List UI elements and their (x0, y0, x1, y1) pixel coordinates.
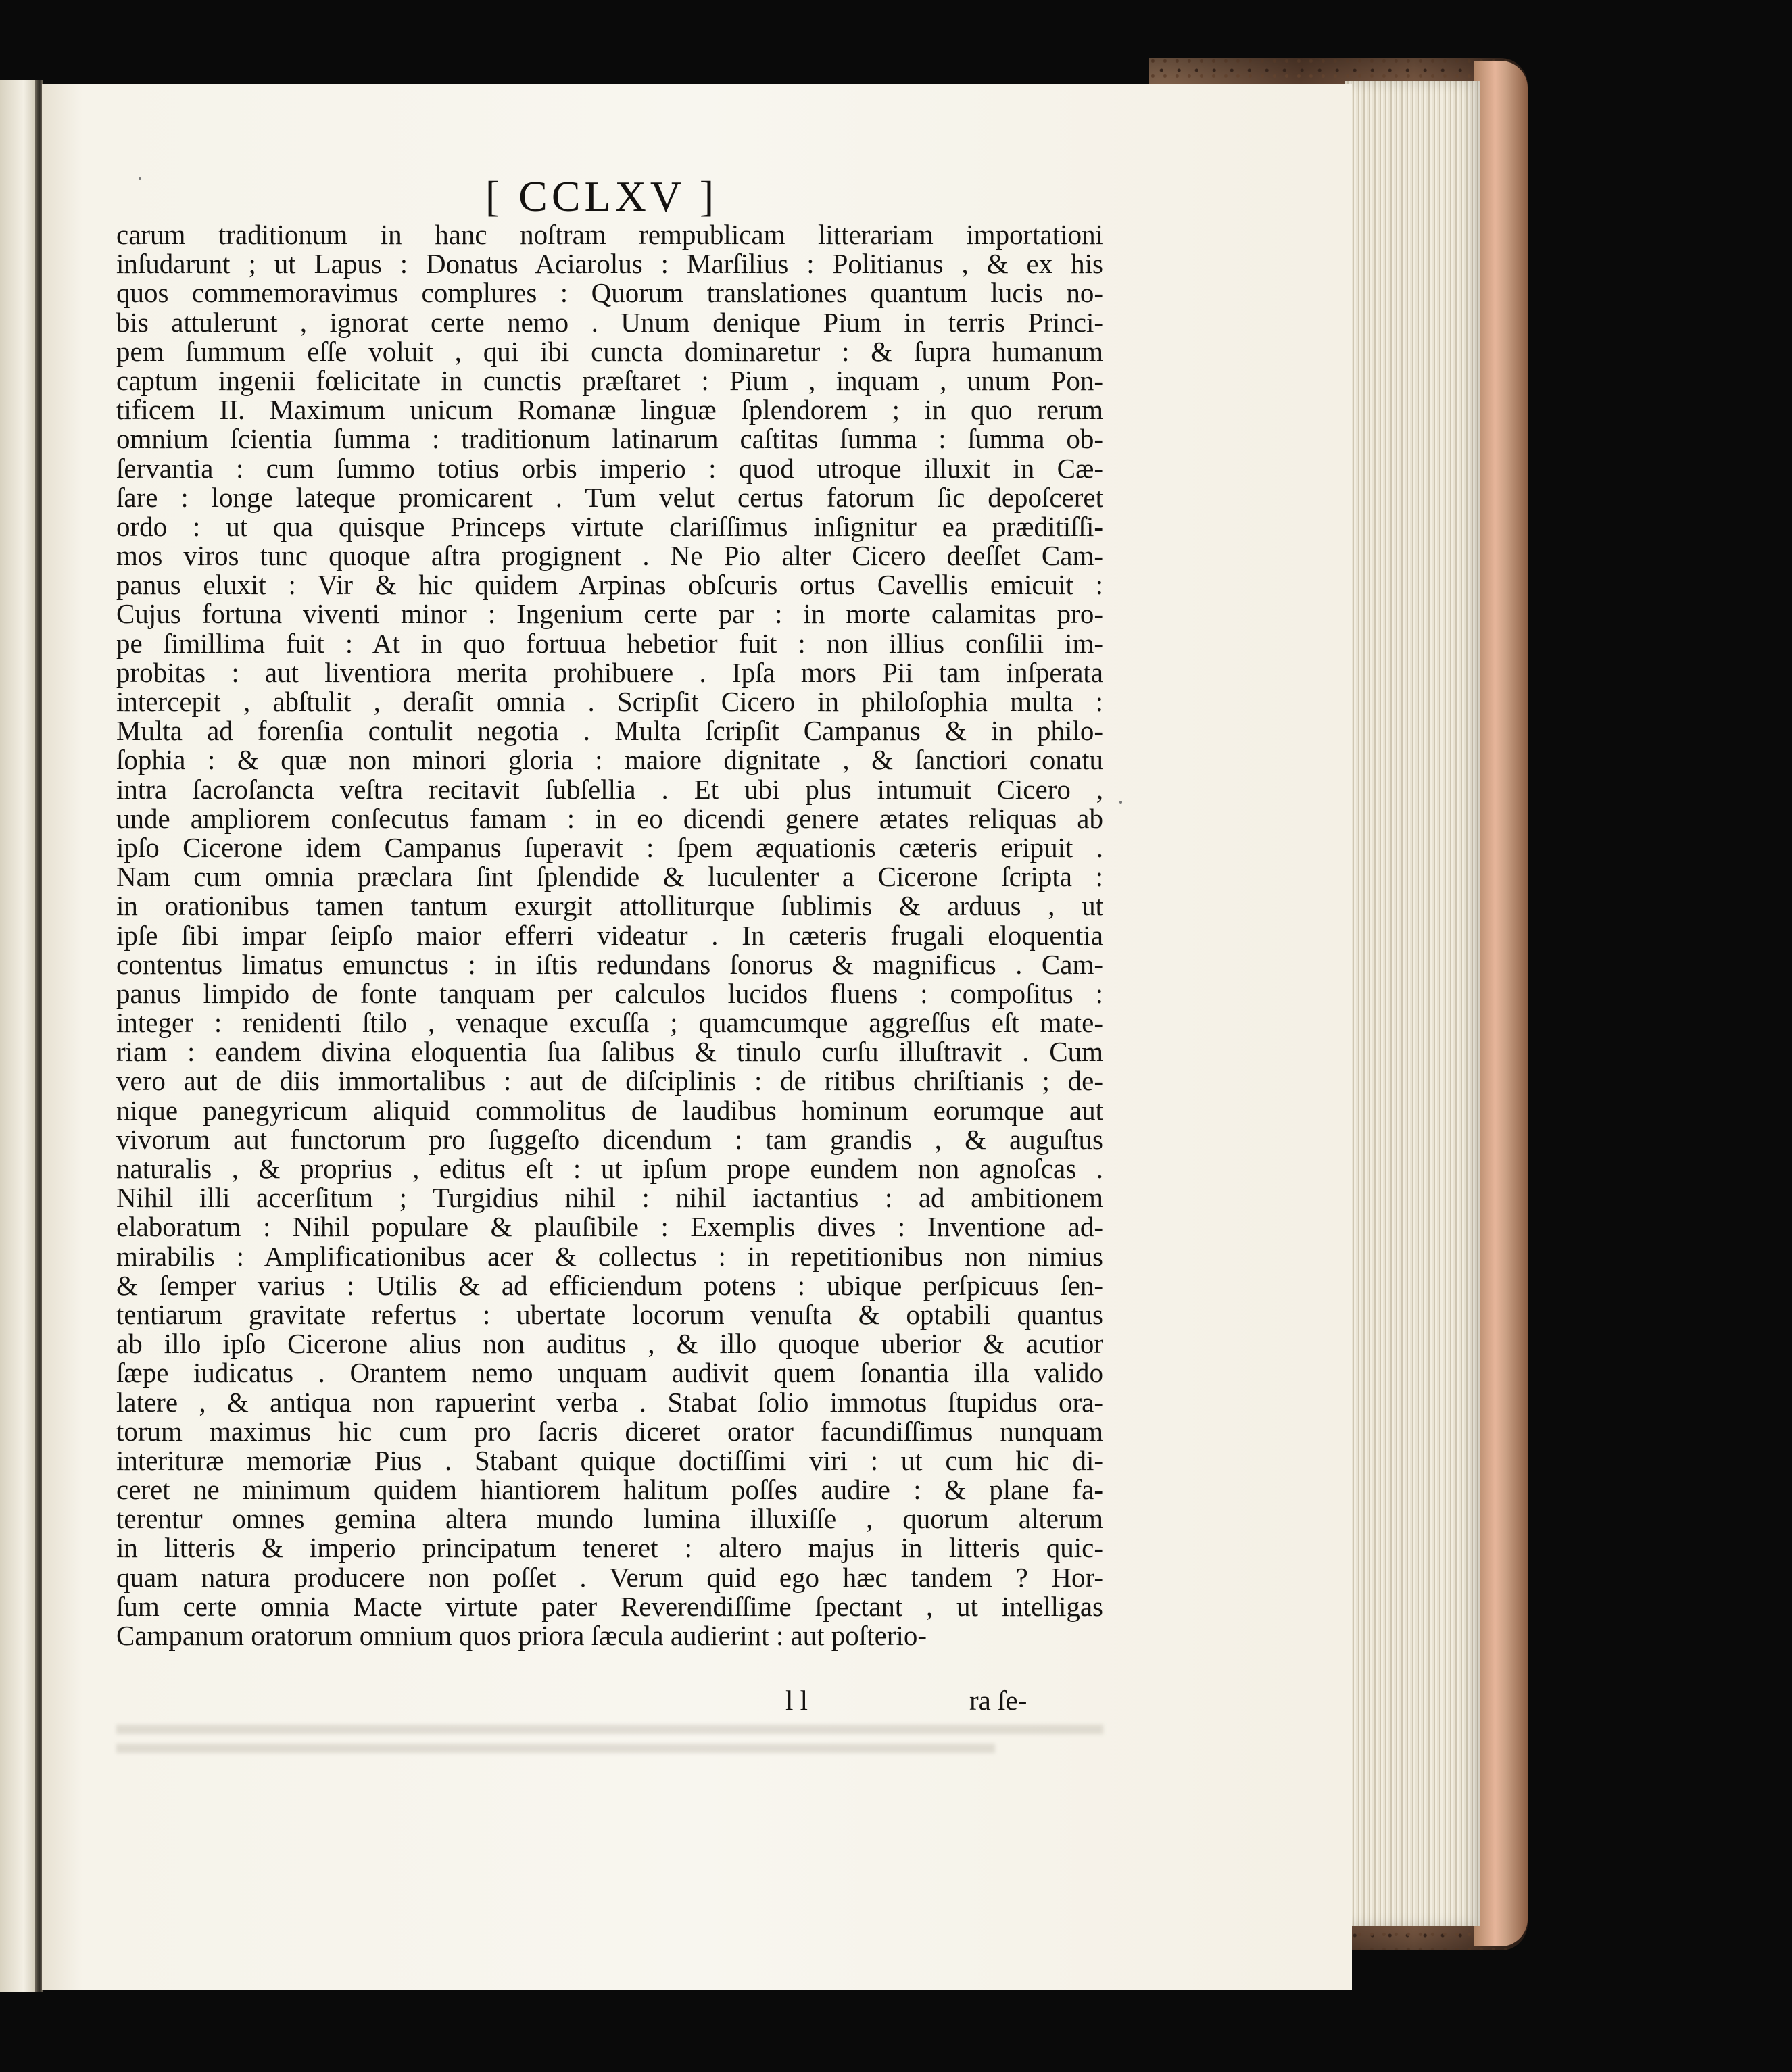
text-line: vivorum aut functorum pro ſuggeſto dicendum : tam grandis , & auguſtus (116, 1123, 1103, 1155)
text-line: interituræ memoriæ Pius . Stabant quique doctiſſimi viri : ut cum hic di- (116, 1444, 1103, 1476)
text-line: in orationibus tamen tantum exurgit attolliturque ſublimis & arduus , ut (116, 890, 1103, 922)
text-line: terentur omnes gemina altera mundo lumina illuxiſſe , quorum alterum (116, 1503, 1103, 1535)
text-line: in litteris & imperio principatum teneret : altero majus in litteris quic- (116, 1532, 1103, 1564)
text-line: mos viros tunc quoque aſtra progignent . Ne Pio alter Cicero deeſſet Cam- (116, 540, 1103, 572)
show-through-line (116, 1744, 995, 1753)
text-line: naturalis , & proprius , editus eſt : ut ipſum prope eundem non agnoſcas . (116, 1153, 1103, 1184)
text-line: carum traditionum in hanc noſtram rempublicam litterariam importationi (116, 219, 1103, 250)
text-line: ſophia : & quæ non minori gloria : maiore dignitate , & ſanctiori conatu (116, 744, 1103, 776)
text-line: nique panegyricum aliquid commolitus de laudibus hominum eorumque aut (116, 1094, 1103, 1126)
text-line: inſudarunt ; ut Lapus : Donatus Aciarolus : Marſilius : Politianus , & ex his (116, 248, 1103, 280)
text-line: pem ſummum eſſe voluit , qui ibi cuncta dominaretur : & ſupra humanum (116, 335, 1103, 367)
text-line: unde ampliorem conſecutus famam : in eo dicendi genere ætates reliquas ab (116, 802, 1103, 834)
text-line: pe ſimillima fuit : At in quo fortuua hebetior fuit : non illius conſilii im- (116, 627, 1103, 659)
text-line: ſum certe omnia Macte virtute pater Reverendiſſime ſpectant , ut intelligas (116, 1590, 1103, 1622)
text-line: Cujus fortuna viventi minor : Ingenium certe par : in morte calamitas pro- (116, 598, 1103, 630)
text-line: Nam cum omnia præclara ſint ſplendide & luculenter a Cicerone ſcripta : (116, 861, 1103, 893)
body-text (116, 220, 1103, 1650)
text-line: elaboratum : Nihil populare & plauſibile : Exemplis dives : Inventione ad- (116, 1211, 1103, 1243)
text-line: ipſo Cicerone idem Campanus ſuperavit : ſpem æquationis cæteris eripuit . (116, 831, 1103, 863)
text-line: intra ſacroſancta veſtra recitavit ſubſellia . Et ubi plus intumuit Cicero , (116, 773, 1103, 805)
text-line: panus limpido de fonte tanquam per calculos lucidos fluens : compoſitus : (116, 977, 1103, 1009)
text-line: quos commemoravimus complures : Quorum translationes quantum lucis no- (116, 277, 1103, 309)
text-line: quam natura producere non poſſet . Verum quid ego hæc tandem ? Hor- (116, 1561, 1103, 1593)
page-edges (1345, 81, 1480, 1926)
text-line: Campanum oratorum omnium quos priora ſæcula audierint : aut poſterio- (116, 1620, 927, 1651)
show-through-line (116, 1725, 1103, 1734)
text-line: panus eluxit : Vir & hic quidem Arpinas obſcuris ortus Cavellis emicuit : (116, 569, 1103, 601)
text-line: probitas : aut liventiora merita prohibuere . Ipſa mors Pii tam inſperata (116, 656, 1103, 688)
text-line: bis attulerunt , ignorat certe nemo . Unum denique Pium in terris Princi- (116, 306, 1103, 338)
ink-speck (139, 177, 141, 180)
text-line: Nihil illi accerſitum ; Turgidius nihil : nihil iactantius : ad ambitionem (116, 1182, 1103, 1214)
text-line: ordo : ut qua quisque Princeps virtute clariſſimus inſignitur ea præditiſſi- (116, 510, 1103, 542)
text-line: captum ingenii fœlicitate in cunctis præſtaret : Pium , inquam , unum Pon- (116, 364, 1103, 396)
text-line: mirabilis : Amplificationibus acer & collectus : in repetitionibus non nimius (116, 1240, 1103, 1272)
text-line: Multa ad forenſia contulit negotia . Multa ſcripſit Campanus & in philo- (116, 715, 1103, 747)
cover-edge (1474, 61, 1528, 1946)
text-line: ſervantia : cum ſummo totius orbis imperio : quod utroque illuxit in Cæ- (116, 452, 1103, 484)
text-line: contentus limatus emunctus : in iſtis redundans ſonorus & magnificus . Cam- (116, 948, 1103, 980)
text-line: ſare : longe lateque promicarent . Tum velut certus fatorum ſic depoſceret (116, 481, 1103, 513)
page-footer (116, 1684, 1103, 1718)
text-line: torum maximus hic cum pro ſacris diceret orator facundiſſimus nunquam (116, 1415, 1103, 1447)
text-line: integer : renidenti ſtilo , venaque excuſſa ; quamcumque aggreſſus eſt mate- (116, 1007, 1103, 1039)
text-line: latere , & antiqua non rapuerint verba . Stabat ſolio immotus ſtupidus ora- (116, 1386, 1103, 1418)
text-line: ſæpe iudicatus . Orantem nemo unquam audivit quem ſonantia illa valido (116, 1357, 1103, 1389)
signature-mark: l l (785, 1685, 808, 1716)
left-facing-page (0, 80, 39, 1992)
text-line: ceret ne minimum quidem hiantiorem halitum poſſes audire : & plane fa- (116, 1474, 1103, 1506)
text-line: riam : eandem divina eloquentia ſua ſalibus & tinulo curſu illuſtravit . Cum (116, 1036, 1103, 1068)
text-line: vero aut de diis immortalibus : aut de diſciplinis : de ritibus chriſtianis ; de- (116, 1065, 1103, 1097)
ink-speck (1119, 801, 1122, 804)
running-head: [ CCLXV ] (485, 172, 719, 220)
text-line: omnium ſcientia ſumma : traditionum latinarum caſtitas ſumma : ſumma ob- (116, 423, 1103, 455)
catchword: ra ſe- (969, 1685, 1027, 1716)
text-line: ipſe ſibi impar ſeipſo maior efferri videatur . In cæteris frugali eloquentia (116, 919, 1103, 951)
text-line: tificem II. Maximum unicum Romanæ linguæ ſplendorem ; in quo rerum (116, 394, 1103, 426)
text-line: & ſemper varius : Utilis & ad efficiendum potens : ubique perſpicuus ſen- (116, 1269, 1103, 1301)
text-line: ab illo ipſo Cicerone alius non auditus , & illo quoque uberior & acutior (116, 1328, 1103, 1360)
text-line: tentiarum gravitate refertus : ubertate locorum venuſta & optabili quantus (116, 1298, 1103, 1330)
text-line: intercepit , abſtulit , deraſit omnia . Scripſit Cicero in philoſophia multa : (116, 686, 1103, 717)
